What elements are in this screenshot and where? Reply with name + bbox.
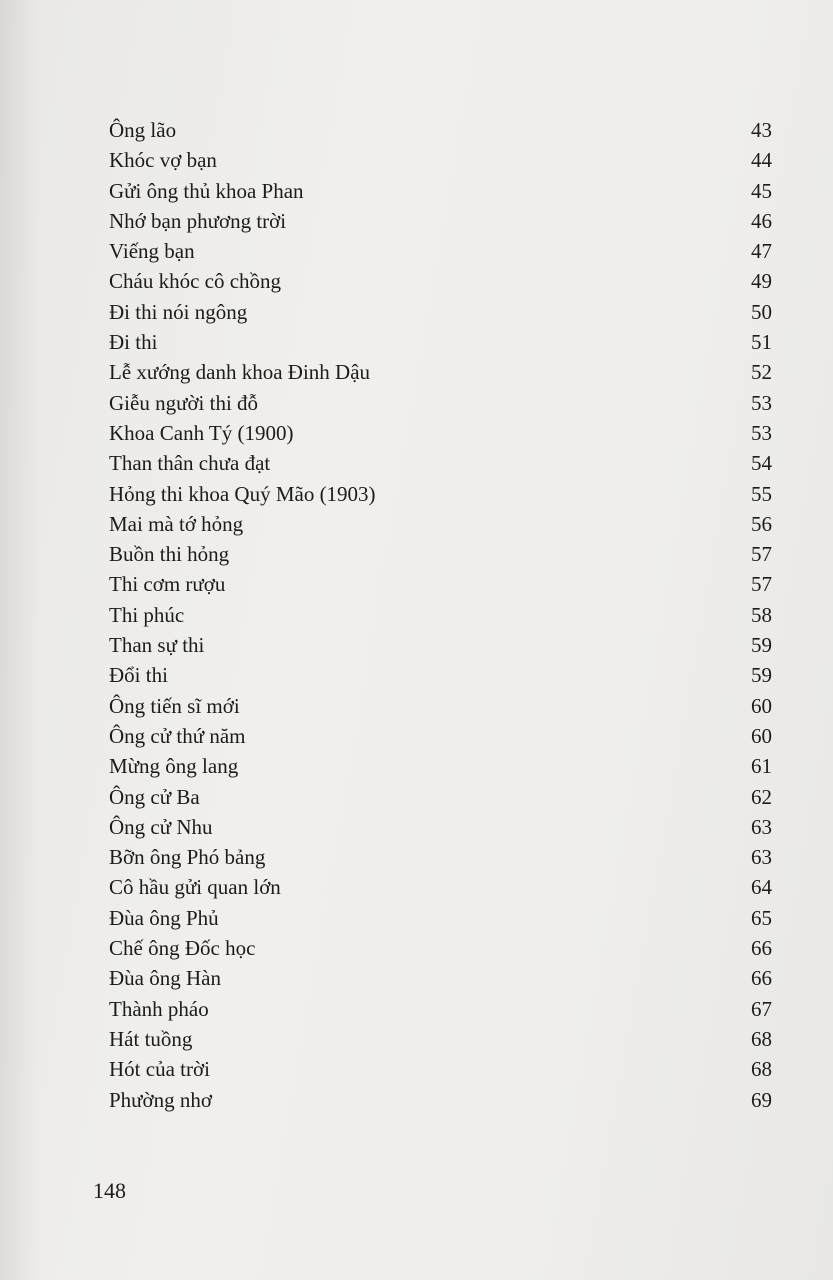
toc-entry-title: Hỏng thi khoa Quý Mão (1903) (109, 481, 376, 506)
toc-entry-title: Đi thi nói ngông (109, 299, 248, 324)
toc-entry-title: Giễu người thi đỗ (109, 390, 259, 415)
toc-entry-page: 68 (751, 1026, 772, 1051)
toc-entry-page: 47 (751, 239, 772, 264)
toc-entry-page: 67 (751, 996, 772, 1021)
toc-entry (109, 418, 772, 448)
toc-entry (109, 297, 772, 327)
toc-entry-title: Thi phúc (109, 602, 185, 627)
toc-entry-page: 53 (751, 420, 772, 445)
toc-entry (109, 721, 772, 751)
toc-entry (109, 115, 772, 145)
toc-entry (109, 357, 772, 387)
toc-entry-page: 65 (751, 905, 772, 930)
toc-entry (109, 872, 772, 902)
toc-entry-title: Bỡn ông Phó bảng (109, 845, 266, 870)
toc-entry (109, 842, 772, 872)
toc-entry-title: Đi thi (109, 330, 158, 355)
toc-entry-page: 62 (751, 784, 772, 809)
toc-entry-page: 49 (751, 269, 772, 294)
toc-entry-page: 43 (751, 118, 772, 142)
toc-entry (109, 1085, 772, 1115)
toc-entry-page: 63 (751, 814, 772, 839)
toc-entry-page: 68 (751, 1057, 772, 1082)
toc-entry-page: 59 (751, 663, 772, 688)
toc-entry-page: 66 (751, 966, 772, 991)
toc-entry-page: 61 (751, 754, 772, 779)
toc-entry-title: Viếng bạn (109, 239, 195, 264)
toc-entry-page: 53 (751, 390, 772, 415)
toc-entry-page: 56 (751, 511, 772, 536)
toc-entry (109, 903, 772, 933)
toc-entry-title: Ông lão (109, 118, 177, 142)
toc-entry (109, 539, 772, 569)
toc-entry (109, 206, 772, 236)
toc-entry-title: Ông tiến sĩ mới (109, 693, 240, 718)
toc-entry-title: Chế ông Đốc học (109, 936, 256, 961)
toc-entry-title: Đổi thi (109, 663, 168, 688)
toc-entry (109, 569, 772, 599)
toc-entry (109, 963, 772, 993)
toc-entry-page: 66 (751, 936, 772, 961)
toc-entry (109, 327, 772, 357)
toc-entry-page: 63 (751, 845, 772, 870)
toc-entry-page: 69 (751, 1087, 772, 1112)
toc-entry (109, 479, 772, 509)
toc-entry-title: Khoa Canh Tý (1900) (109, 420, 294, 445)
toc-entry (109, 660, 772, 690)
toc-entry-title: Đùa ông Phủ (109, 905, 219, 930)
toc-entry-title: Than thân chưa đạt (109, 451, 271, 476)
toc-entry-page: 50 (751, 299, 772, 324)
toc-entry (109, 388, 772, 418)
toc-entry (109, 751, 772, 781)
toc-entry (109, 812, 772, 842)
toc-entry-title: Buồn thi hỏng (109, 542, 230, 567)
toc-entry-title: Mừng ông lang (109, 754, 239, 779)
toc-entry-title: Thi cơm rượu (109, 572, 226, 597)
toc-entry (109, 509, 772, 539)
toc-entry (109, 933, 772, 963)
toc-entry (109, 782, 772, 812)
toc-entry (109, 630, 772, 660)
toc-entry (109, 448, 772, 478)
toc-entry (109, 600, 772, 630)
toc-entry-title: Than sự thi (109, 633, 205, 658)
toc-entry-title: Thành pháo (109, 996, 209, 1021)
toc-entry-title: Cô hầu gửi quan lớn (109, 875, 281, 900)
toc-entry (109, 691, 772, 721)
page-number: 148 (93, 1178, 126, 1203)
toc-entry (109, 1024, 772, 1054)
toc-entry (109, 236, 772, 266)
toc-entry-title: Hát tuồng (109, 1026, 193, 1051)
toc-entry-page: 54 (751, 451, 772, 476)
toc-entry-title: Ông cử Nhu (109, 814, 213, 839)
toc-entry (109, 266, 772, 296)
toc-entry-title: Nhớ bạn phương trời (109, 208, 287, 233)
toc-entry (109, 145, 772, 175)
toc-entry-page: 64 (751, 875, 772, 900)
toc-entry-title: Lễ xướng danh khoa Đinh Dậu (109, 360, 371, 385)
toc-entry-title: Hót của trời (109, 1057, 210, 1082)
toc-entry (109, 994, 772, 1024)
table-of-contents (109, 115, 772, 1115)
toc-entry-page: 51 (751, 330, 772, 355)
toc-entry-page: 44 (751, 148, 772, 173)
toc-entry-page: 52 (751, 360, 772, 385)
toc-entry-page: 59 (751, 633, 772, 658)
toc-entry-page: 45 (751, 178, 772, 203)
toc-entry-page: 46 (751, 208, 772, 233)
toc-entry (109, 176, 772, 206)
toc-entry-title: Phường nhơ (109, 1087, 213, 1112)
toc-entry-page: 57 (751, 572, 772, 597)
toc-entry-title: Đùa ông Hàn (109, 966, 221, 991)
toc-entry-page: 55 (751, 481, 772, 506)
toc-entry-title: Mai mà tớ hỏng (109, 511, 244, 536)
toc-entry-title: Ông cử thứ năm (109, 723, 246, 748)
toc-entry-title: Cháu khóc cô chồng (109, 269, 282, 294)
toc-entry (109, 1054, 772, 1084)
toc-entry-page: 57 (751, 542, 772, 567)
toc-entry-title: Ông cử Ba (109, 784, 200, 809)
toc-entry-title: Khóc vợ bạn (109, 148, 217, 173)
toc-entry-title: Gửi ông thủ khoa Phan (109, 178, 304, 203)
toc-entry-page: 58 (751, 602, 772, 627)
toc-entry-page: 60 (751, 693, 772, 718)
toc-entry-page: 60 (751, 723, 772, 748)
